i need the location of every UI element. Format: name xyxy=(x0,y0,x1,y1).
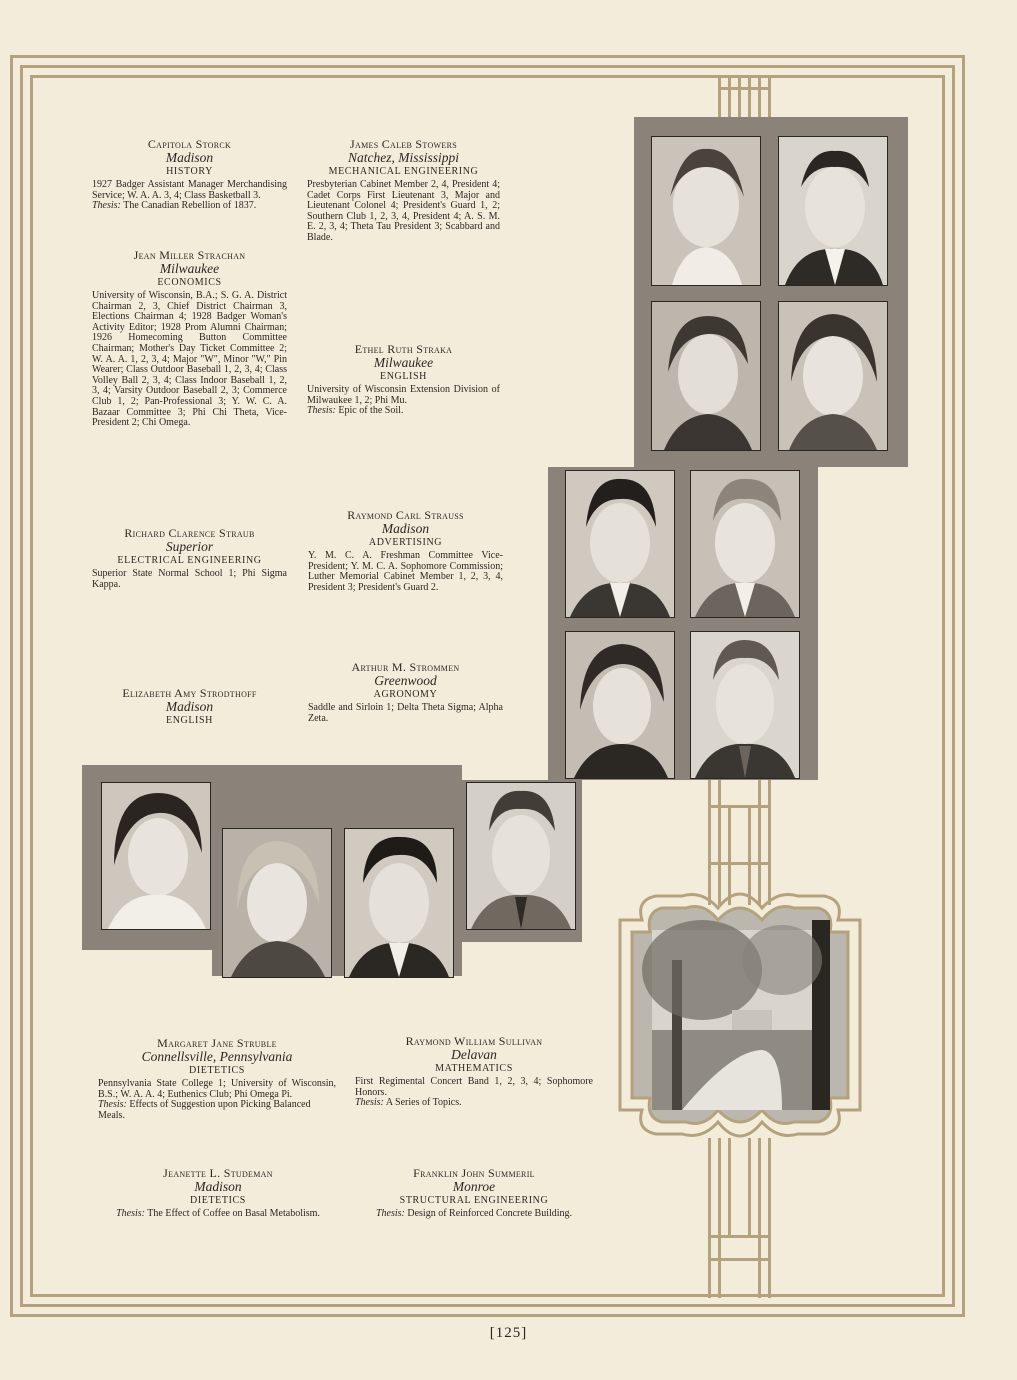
student-name: James Caleb Stowers xyxy=(350,137,457,151)
student-name: Jean Miller Strachan xyxy=(133,248,246,262)
portrait-photo-strodthoff xyxy=(565,631,675,779)
student-major: ECONOMICS xyxy=(157,277,222,288)
campus-scene-image xyxy=(612,880,868,1150)
entry-strauss xyxy=(308,508,503,593)
student-major: STRUCTURAL ENGINEERING xyxy=(399,1195,549,1206)
portrait-photo-summeril xyxy=(466,782,576,930)
student-name: Elizabeth Amy Strodthoff xyxy=(122,686,257,700)
portrait-photo-strachan xyxy=(651,301,761,451)
student-major: AGRONOMY xyxy=(373,689,438,700)
student-activities: Saddle and Sirloin 1; Delta Theta Sigma; Alpha Zeta. xyxy=(308,702,503,724)
student-hometown: Madison xyxy=(165,150,214,165)
student-name: Capitola Storck xyxy=(147,137,232,151)
entry-struble xyxy=(98,1036,336,1121)
portrait-photo-sullivan xyxy=(344,828,454,978)
student-hometown: Madison xyxy=(381,521,430,536)
student-name: Richard Clarence Straub xyxy=(124,526,255,540)
entry-straka xyxy=(307,342,500,417)
portrait-photo-strauss xyxy=(690,470,800,618)
student-name: Margaret Jane Struble xyxy=(157,1036,277,1050)
thesis-label: Thesis: xyxy=(375,1208,405,1219)
student-activities: Presbyterian Cabinet Member 2, 4, President 4; Cadet Corps First Lieutenant 3, Major and Lieutenant Colonel 4; President's Guard 1, 2; Southern Club 1, 2, 3, 4, President 4; A. S. M. E. 2, 3, 4; Theta Tau President 3; Scabbard and Blade. xyxy=(307,179,500,243)
student-major: DIETETICS xyxy=(189,1065,245,1076)
student-hometown: Milwaukee xyxy=(373,355,434,370)
student-activities: University of Wisconsin, B.A.; S. G. A. District Chairman 2, 3, Chief District Chairman 3, Elections Chairman 4; 1928 Badger Woman's Activity Editor; 1928 Prom Alumni Chairman; 1926 Homecoming Button Committee Chairman; Mother's Day Ticket Committee 2; W. A. A. 1, 2, 3, 4; Major "W", Minor "W," Pin Wearer; Class Outdoor Baseball 1, 2, 3, 4; Class Volley Ball 2, 3, 4; Class Indoor Baseball 1, 2, 3, 4; Varsity Outdoor Baseball 2, 3; Commerce Club 1, 2; Pan-Professional 3; Y. W. C. A. Bazaar Committee 3; Phi Chi Theta, Vice-President 2; Chi Omega. xyxy=(92,290,287,429)
student-hometown: Madison xyxy=(194,1179,242,1194)
portrait-photo-strommen xyxy=(690,631,800,779)
student-hometown: Natchez, Mississippi xyxy=(347,150,459,165)
thesis-title: A Series of Topics. xyxy=(385,1097,462,1109)
student-activities: Superior State Normal School 1; Phi Sigma Kappa. xyxy=(92,568,287,590)
entry-studeman xyxy=(98,1166,338,1220)
student-activities: First Regimental Concert Band 1, 2, 3, 4; Sophomore Honors. xyxy=(355,1076,593,1098)
thesis-title: Design of Reinforced Concrete Building. xyxy=(407,1208,573,1219)
thesis-label: Thesis: xyxy=(92,200,121,212)
entry-summeril xyxy=(352,1166,596,1220)
thesis-title: The Effect of Coffee on Basal Metabolism. xyxy=(147,1208,320,1219)
thesis-title: The Canadian Rebellion of 1837. xyxy=(123,200,257,212)
student-activities: 1927 Badger Assistant Manager Merchandising Service; W. A. A. 3, 4; Class Basketball 3. xyxy=(92,179,287,201)
thesis-label: Thesis: xyxy=(355,1097,384,1109)
student-hometown: Delavan xyxy=(451,1047,497,1062)
entry-strachan xyxy=(92,248,287,429)
entry-strodthoff xyxy=(92,686,287,729)
student-hometown: Superior xyxy=(165,539,214,554)
portrait-photo-struble xyxy=(101,782,211,930)
student-name: Jeanette L. Studeman xyxy=(163,1166,273,1180)
student-name: Franklin John Summeril xyxy=(413,1166,535,1180)
portrait-photo-stowers xyxy=(778,136,888,286)
student-hometown: Greenwood xyxy=(374,673,437,688)
portrait-photo-straka xyxy=(778,301,888,451)
entry-stowers xyxy=(307,137,500,244)
thesis-label: Thesis: xyxy=(307,405,336,417)
student-major: ELECTRICAL ENGINEERING xyxy=(117,555,262,566)
entry-strommen xyxy=(308,660,503,724)
student-major: HISTORY xyxy=(166,166,213,177)
student-name: Arthur M. Strommen xyxy=(351,660,460,674)
student-activities: University of Wisconsin Extension Division of Milwaukee 1, 2; Phi Mu. xyxy=(307,384,500,406)
student-major: ENGLISH xyxy=(380,371,427,382)
student-name: Raymond William Sullivan xyxy=(405,1034,543,1048)
thesis-title: Effects of Suggestion upon Picking Balanced Meals. xyxy=(98,1099,311,1121)
student-name: Ethel Ruth Straka xyxy=(354,342,453,356)
portrait-photo-storck xyxy=(651,136,761,286)
student-major: MECHANICAL ENGINEERING xyxy=(328,166,479,177)
student-name: Raymond Carl Strauss xyxy=(347,508,464,522)
portrait-photo-studeman xyxy=(222,828,332,978)
thesis-label: Thesis: xyxy=(98,1099,127,1111)
student-hometown: Monroe xyxy=(452,1179,496,1194)
entry-sullivan xyxy=(355,1034,593,1109)
student-major: ENGLISH xyxy=(166,715,213,726)
campus-vignette xyxy=(612,880,868,1150)
student-hometown: Milwaukee xyxy=(159,261,220,276)
entry-straub xyxy=(92,526,287,590)
page-number: [125] xyxy=(489,1325,528,1341)
student-major: MATHEMATICS xyxy=(435,1063,513,1074)
student-activities: Y. M. C. A. Freshman Committee Vice-President; Y. M. C. A. Sophomore Commission; Luther Memorial Cabinet Member 1, 2, 3, 4, President 3; President's Guard 2. xyxy=(308,550,503,593)
student-major: ADVERTISING xyxy=(368,537,443,548)
portrait-photo-straub xyxy=(565,470,675,618)
student-hometown: Connellsville, Pennsylvania xyxy=(141,1049,293,1064)
student-activities: Pennsylvania State College 1; University of Wisconsin, B.S.; W. A. A. 4; Euthenics Club; Phi Omega Pi. xyxy=(98,1078,336,1100)
student-major: DIETETICS xyxy=(190,1195,246,1206)
entry-storck xyxy=(92,137,287,212)
thesis-label: Thesis: xyxy=(116,1208,145,1219)
student-hometown: Madison xyxy=(165,699,214,714)
thesis-title: Epic of the Soil. xyxy=(338,405,404,417)
